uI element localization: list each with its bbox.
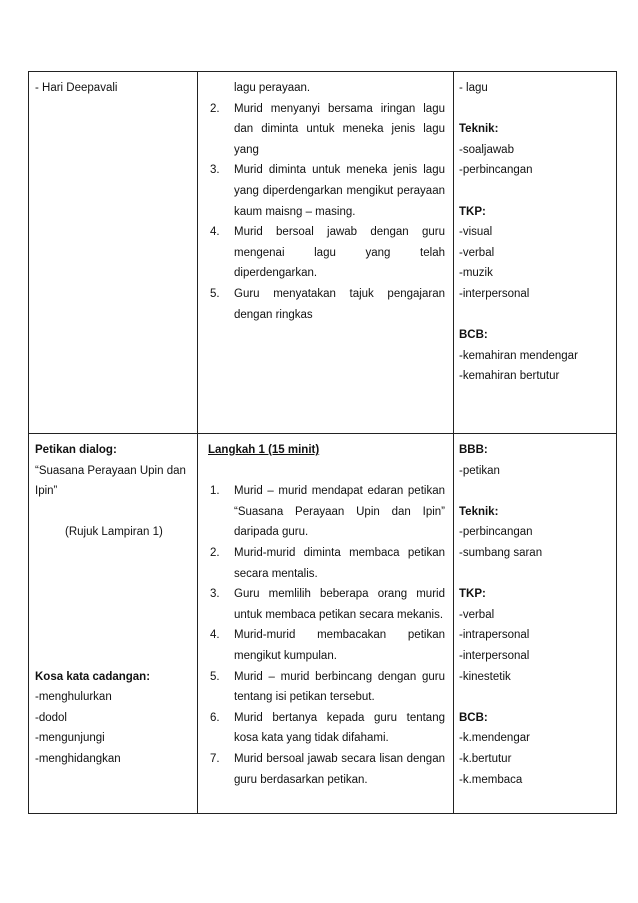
continued-text: lagu perayaan. [234,82,311,94]
teknik-label: Teknik: [459,505,499,518]
content-title: - Hari Deepavali [35,82,118,94]
notes-item: -k.bertutur [459,752,512,765]
activity-cell [198,72,454,434]
activity-list [210,481,445,790]
list-item: 6. Murid bertanya kepada guru tentang kosa kata yang tidak difahami. [210,711,445,745]
kosa-kata-item: -dodol [35,711,67,724]
kosa-kata-item: -menghulurkan [35,691,112,704]
notes-item: -petikan [459,464,500,477]
list-item: 4. Murid bersoal jawab dengan guru mengenai lagu yang telah diperdengarkan. [210,226,445,280]
tkp-label: TKP: [459,205,486,218]
list-item: 3. Murid diminta untuk meneka jenis lagu yang diperdengarkan mengikut perayaan kaum maisng – masing. [210,164,445,218]
bcb-label: BCB: [459,329,488,342]
reference-note: (Rujuk Lampiran 1) [65,526,163,539]
notes-cell [454,434,617,814]
list-item: 2. Murid-murid diminta membaca petikan secara mentalis. [210,546,445,580]
table-row [29,434,617,814]
notes-item: -k.mendengar [459,732,530,745]
lesson-plan-table [28,71,617,814]
list-item: 7. Murid bersoal jawab secara lisan dengan guru berdasarkan petikan. [210,752,445,786]
content-cell [29,72,198,434]
notes-item: -perbincangan [459,164,533,177]
notes-item: -muzik [459,267,493,280]
teknik-label: Teknik: [459,123,499,136]
notes-item: -visual [459,226,493,239]
notes-cell [454,72,617,434]
notes-item: -kemahiran mendengar [459,349,578,362]
notes-item: -interpersonal [459,649,530,662]
list-item: 5. Murid – murid berbincang dengan guru tentang isi petikan tersebut. [210,670,445,704]
kosa-kata-item: -menghidangkan [35,752,121,765]
list-item: 4. Murid-murid membacakan petikan mengikut kumpulan. [210,629,445,662]
notes-item: -perbincangan [459,526,533,539]
bbb-label: BBB: [459,444,488,456]
step-heading: Langkah 1 (15 minit) [208,444,320,456]
kosa-kata-label: Kosa kata cadangan: [35,670,151,683]
notes-item: -kemahiran bertutur [459,370,560,383]
notes-item: -verbal [459,608,495,621]
notes-item: -soaljawab [459,143,514,156]
tkp-label: TKP: [459,588,486,601]
content-title: Petikan dialog: [35,444,117,456]
notes-item: -verbal [459,246,495,259]
list-item: 1. Murid – murid mendapat edaran petikan “Suasana Perayaan Upin dan Ipin” daripada guru. [210,485,445,539]
activity-cell [198,434,454,814]
quote-line: “Suasana Perayaan Upin dan [35,464,186,477]
notes-item: -k.membaca [459,773,523,786]
notes-item: - lagu [459,82,488,94]
activity-list [210,99,445,326]
table-row [29,72,617,434]
list-item: 3. Guru memlilih beberapa orang murid untuk membaca petikan secara mekanis. [210,588,445,621]
notes-item: -sumbang saran [459,546,543,559]
kosa-kata-item: -mengunjungi [35,732,105,745]
notes-item: -intrapersonal [459,629,530,642]
notes-item: -kinestetik [459,670,511,683]
list-item: 5. Guru menyatakan tajuk pengajaran dengan ringkas [210,287,445,321]
bcb-label: BCB: [459,711,488,724]
notes-item: -interpersonal [459,287,530,300]
list-item: 2. Murid menyanyi bersama iringan lagu dan diminta untuk meneka jenis lagu yang [210,102,445,156]
quote-line: Ipin” [35,485,58,498]
content-cell [29,434,198,814]
